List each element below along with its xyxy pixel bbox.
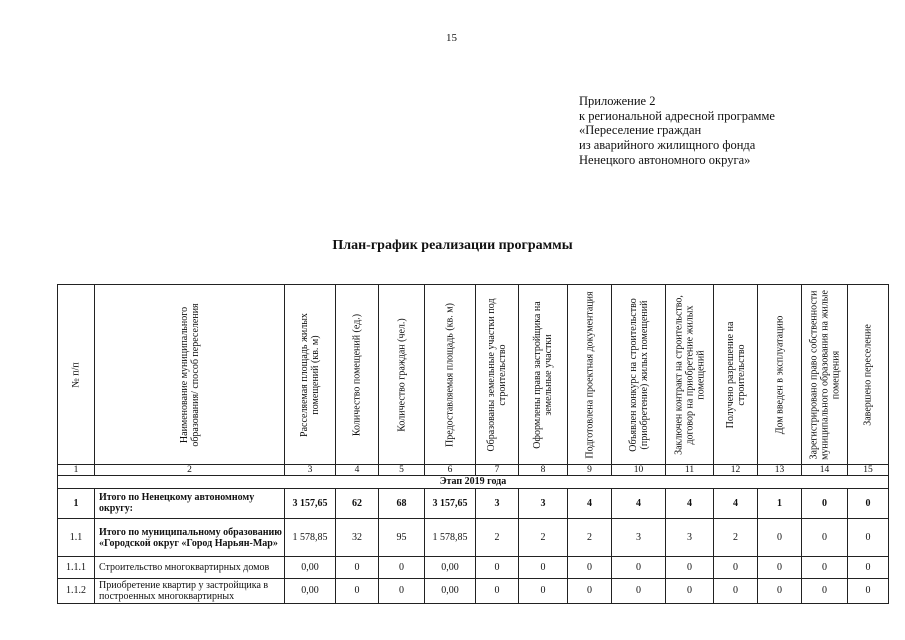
cell-c8: 3	[519, 488, 568, 518]
table-row	[58, 518, 889, 556]
cell-c7: 0	[476, 578, 519, 603]
plan-title: План-график реализации программы	[332, 238, 573, 253]
cell-c12: 0	[714, 578, 758, 603]
column-number: 4	[336, 465, 379, 476]
table-row	[58, 578, 889, 603]
column-number: 11	[666, 465, 714, 476]
column-number: 15	[848, 465, 889, 476]
header-c8: Оформлены права застройщика на земельные участки	[519, 285, 568, 465]
cell-c13: 0	[758, 557, 802, 578]
appendix-note	[579, 94, 775, 168]
appendix-line: «Переселение граждан	[579, 123, 702, 138]
cell-c13: 0	[758, 578, 802, 603]
cell-c15: 0	[848, 518, 889, 556]
cell-c11: 3	[666, 518, 714, 556]
header-c7: Образованы земельные участки под строительство	[476, 285, 519, 465]
header-c9: Подготовлена проектная документация	[568, 285, 612, 465]
cell-c4: 0	[336, 557, 379, 578]
appendix-line: Приложение 2	[579, 94, 656, 108]
column-number: 5	[379, 465, 425, 476]
cell-c12: 4	[714, 488, 758, 518]
column-number-row	[58, 465, 889, 476]
cell-c3: 1 578,85	[285, 518, 336, 556]
header-row	[58, 285, 889, 465]
column-number: 10	[612, 465, 666, 476]
cell-c14: 0	[802, 488, 848, 518]
header-c15: Завершено переселение	[848, 285, 889, 465]
cell-c7: 0	[476, 557, 519, 578]
header-num: № п/п	[58, 285, 95, 465]
cell-c9: 4	[568, 488, 612, 518]
cell-c14: 0	[802, 557, 848, 578]
cell-c12: 2	[714, 518, 758, 556]
header-c3: Расселяемая площадь жилых помещений (кв. м)	[285, 285, 336, 465]
cell-c3: 0,00	[285, 557, 336, 578]
cell-c3: 3 157,65	[285, 488, 336, 518]
column-number: 8	[519, 465, 568, 476]
cell-c14: 0	[802, 518, 848, 556]
row-name: Итого по муниципальному образованию «Городской округ «Город Нарьян-Мар»	[95, 518, 285, 556]
cell-c11: 4	[666, 488, 714, 518]
cell-c4: 32	[336, 518, 379, 556]
cell-c10: 0	[612, 578, 666, 603]
header-c13: Дом введен в эксплуатацию	[758, 285, 802, 465]
cell-c8: 0	[519, 578, 568, 603]
schedule-table	[57, 284, 889, 604]
cell-c6: 1 578,85	[425, 518, 476, 556]
cell-c9: 0	[568, 557, 612, 578]
cell-c15: 0	[848, 557, 889, 578]
table-row	[58, 488, 889, 518]
cell-c5: 95	[379, 518, 425, 556]
column-number: 9	[568, 465, 612, 476]
header-c6: Предоставляемая площадь (кв. м)	[425, 285, 476, 465]
cell-c3: 0,00	[285, 578, 336, 603]
appendix-line: Ненецкого автономного округа»	[579, 152, 751, 167]
cell-c10: 0	[612, 557, 666, 578]
appendix-line: из аварийного жилищного фонда	[579, 138, 756, 153]
column-number: 1	[58, 465, 95, 476]
cell-c6: 3 157,65	[425, 488, 476, 518]
row-num: 1	[58, 488, 95, 518]
header-c4: Количество помещений (ед.)	[336, 285, 379, 465]
header-c11: Заключен контракт на строительство, договор на приобретение жилых помещений	[666, 285, 714, 465]
header-name: Наименование муниципального образования/ способ переселения	[95, 285, 285, 465]
row-name	[95, 578, 285, 603]
stage-label: Этап 2019 года	[58, 476, 889, 488]
cell-c9: 0	[568, 578, 612, 603]
row-name: Итого по Ненецкому автономному округу:	[95, 488, 285, 518]
header-c12: Получено разрешение на строительство	[714, 285, 758, 465]
cell-c12: 0	[714, 557, 758, 578]
cell-c5: 0	[379, 557, 425, 578]
cell-c10: 3	[612, 518, 666, 556]
row-num: 1.1.1	[58, 557, 95, 578]
stage-row	[58, 476, 889, 488]
cell-c11: 0	[666, 578, 714, 603]
row-name: Строительство многоквартирных домов	[95, 557, 285, 578]
cell-c15: 0	[848, 578, 889, 603]
header-c5: Количество граждан (чел.)	[379, 285, 425, 465]
table-row	[58, 557, 889, 578]
cell-c10: 4	[612, 488, 666, 518]
page-number: 15	[446, 32, 457, 44]
cell-c13: 0	[758, 518, 802, 556]
cell-c9: 2	[568, 518, 612, 556]
column-number: 12	[714, 465, 758, 476]
cell-c5: 68	[379, 488, 425, 518]
cell-c6: 0,00	[425, 578, 476, 603]
cell-c4: 0	[336, 578, 379, 603]
cell-c4: 62	[336, 488, 379, 518]
cell-c11: 0	[666, 557, 714, 578]
header-c10: Объявлен конкурс на строительство (приобретение) жилых помещений	[612, 285, 666, 465]
column-number: 13	[758, 465, 802, 476]
cell-c5: 0	[379, 578, 425, 603]
cell-c14: 0	[802, 578, 848, 603]
cell-c6: 0,00	[425, 557, 476, 578]
row-num: 1.1	[58, 518, 95, 556]
cell-c13: 1	[758, 488, 802, 518]
cell-c7: 2	[476, 518, 519, 556]
row-name-text: Приобретение квартир у застройщика в построенных многоквартирных	[99, 579, 269, 602]
column-number: 7	[476, 465, 519, 476]
appendix-line: к региональной адресной программе	[579, 108, 775, 123]
column-number: 6	[425, 465, 476, 476]
column-number: 14	[802, 465, 848, 476]
cell-c8: 2	[519, 518, 568, 556]
cell-c7: 3	[476, 488, 519, 518]
row-num: 1.1.2	[58, 578, 95, 603]
cell-c8: 0	[519, 557, 568, 578]
header-c14: Зарегистрировано право собственности муниципального образования на жилые помещения	[802, 285, 848, 465]
cell-c15: 0	[848, 488, 889, 518]
column-number: 3	[285, 465, 336, 476]
column-number: 2	[95, 465, 285, 476]
